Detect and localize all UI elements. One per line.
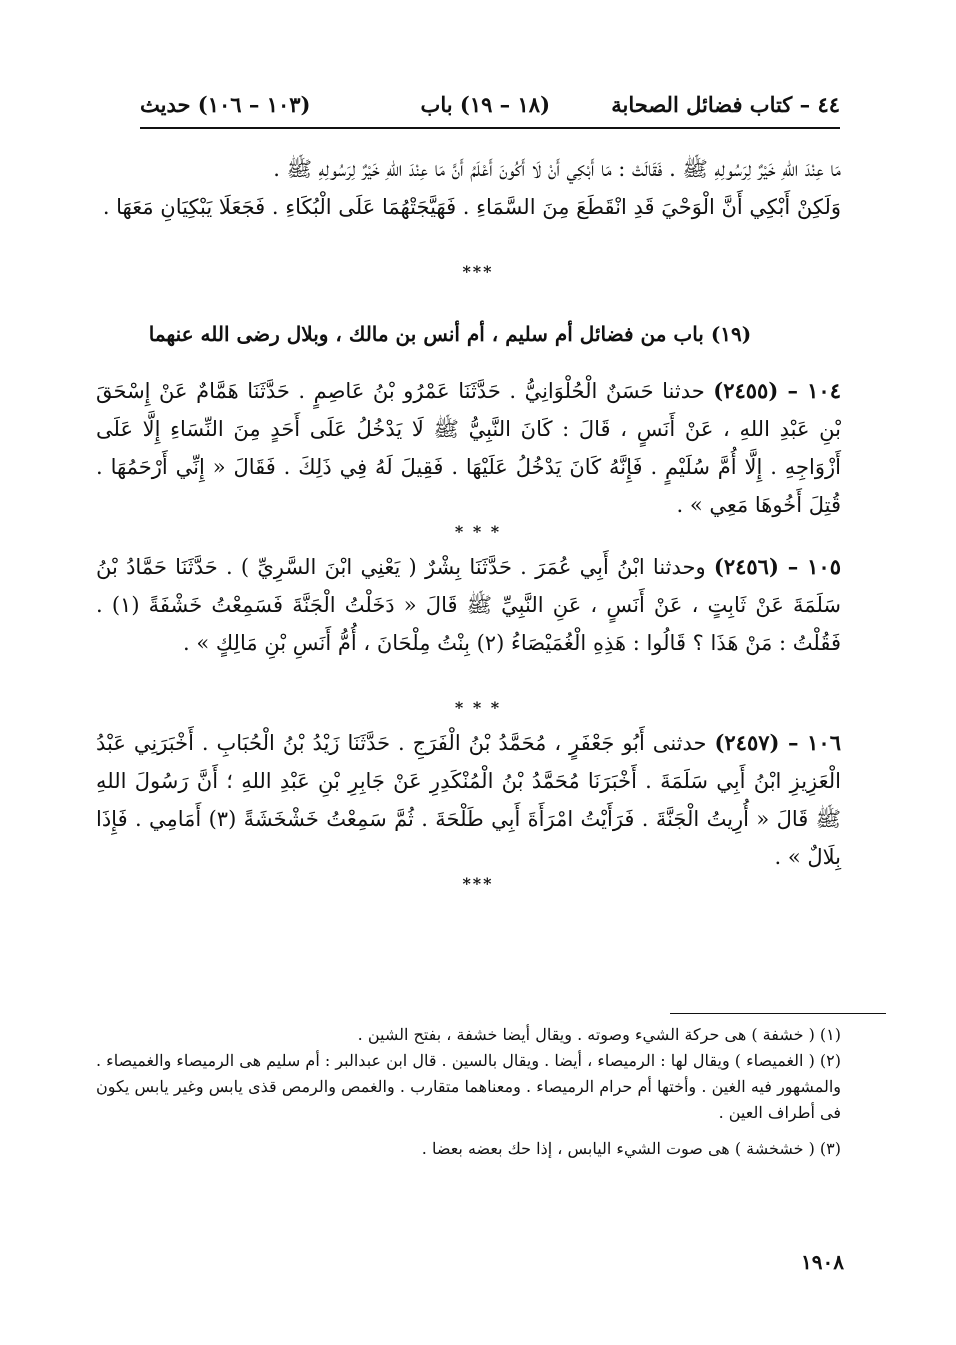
hadith-text: حدثنا حَسَنٌ الْحُلْوَانِيُّ . حَدَّثَنَا عَمْرُو بْنُ عَاصِمٍ . حَدَّثَنَا هَمَّامٌ عَنْ إِسْحَقَ بْنِ عَبْدِ اللهِ ، عَنْ أَنَسٍ ، قَالَ : كَانَ النَّبِيُّ ﷺ لَا يَدْخُلُ عَلَى أَحَدٍ مِنَ النِّسَاءِ إِلَّا عَلَى أَزْوَاجِهِ . إِلَّا أُمَّ سُلَيْمٍ . فَإِنَّهُ كَانَ يَدْخُلُ عَلَيْهَا . فَقِيلَ لَهُ فِي ذَلِكَ . فَقَالَ « إِنِّي أَرْحَمُهَا . قُتِلَ أَخُوهَا مَعِي » . — [96, 379, 841, 517]
opening-text — [96, 150, 841, 226]
hadith-number: ١٠٦ – (٢٤٥٧) — [714, 730, 841, 755]
hadith-106 — [96, 724, 841, 876]
footnote-1: (١) ( خشفة ) هى حركة الشيء وصوته . ويقال أيضا خشفة ، بفتح الشين . — [357, 1025, 841, 1044]
header-rule — [140, 127, 840, 129]
opening-line-1: مَا عِنْدَ اللهِ خَيْرٌ لِرَسُولِهِ ﷺ . فَقَالَتْ : مَا أَبْكِي أَنْ لَا أَكُونَ أَعْلَمُ أَنَّ مَا عِنْدَ اللهِ خَيْرٌ لِرَسُولِهِ ﷺ . — [273, 157, 841, 181]
hadith-text: حدثنى أَبُو جَعْفَرٍ ، مُحَمَّدُ بْنُ الْفَرَجِ . حَدَّثَنَا زَيْدُ بْنُ الْحُبَابِ . أَخْبَرَنِي عَبْدُ الْعَزِيزِ ابْنُ أَبِي سَلَمَةَ . أَخْبَرَنَا مُحَمَّدُ بْنُ الْمُنْكَدِرِ عَنْ جَابِرِ بْنِ عَبْدِ اللهِ ؛ أَنَّ رَسُولَ اللهِ ﷺ قَالَ « أُرِيتُ الْجَنَّةَ . فَرَأَيْتُ امْرَأَةَ أَبِي طَلْحَةَ . ثُمَّ سَمِعْتُ خَشْخَشَةً (٣) أَمَامِي . فَإِذَا بِلَالٌ » . — [96, 731, 841, 869]
page-number: ١٩٠٨ — [801, 1250, 844, 1274]
hadith-separator: * * * — [454, 522, 502, 541]
header-bab-range: (١٨ – ١٩) باب — [420, 92, 550, 117]
section-asterism: *** — [462, 262, 494, 281]
hadith-number: ١٠٥ – (٢٤٥٦) — [713, 554, 841, 579]
opening-line-2: وَلَكِنْ أَبْكِي أَنَّ الْوَحْيَ قَدِ انْقَطَعَ مِنَ السَّمَاءِ . فَهَيَّجَتْهُمَا عَلَى الْبُكَاءِ . فَجَعَلَا يَبْكِيَانِ مَعَهَا . — [102, 195, 841, 219]
header-hadith-range: (١٠٣ – ١٠٦) حديث — [140, 92, 311, 117]
hadith-text: وحدثنا ابْنُ أَبِي عُمَرَ . حَدَّثَنَا بِشْرٌ ( يَعْنِي ابْنَ السَّرِيِّ ) . حَدَّثَنَا حَمَّادُ بْنُ سَلَمَةَ عَنْ ثَابِتٍ ، عَنْ أَنَسٍ ، عَنِ النَّبِيِّ ﷺ قَالَ « دَخَلْتُ الْجَنَّةَ فَسَمِعْتُ خَشْفَةً (١) . فَقُلْتُ : مَنْ هَذَا ؟ قَالُوا : هَذِهِ الْغُمَيْصَاءُ (٢) بِنْتُ مِلْحَانَ ، أُمُّ أَنَسِ بْنِ مَالِكٍ » . — [96, 555, 841, 655]
footnote-rule — [670, 1013, 886, 1014]
header-book-title: ٤٤ – كتاب فضائل الصحابة — [611, 92, 840, 117]
footnotes — [96, 1022, 841, 1162]
hadith-number: ١٠٤ – (٢٤٥٥) — [713, 378, 841, 403]
chapter-title: (١٩) باب من فضائل أم سليم ، أم أنس بن مالك ، وبلال رضى الله عنهما — [148, 322, 752, 346]
hadith-separator: * * * — [454, 698, 502, 717]
hadith-105 — [96, 548, 841, 662]
section-asterism: *** — [462, 874, 494, 893]
footnote-3: (٣) ( خشخشة ) هى صوت الشيء اليابس ، إذا حك بعضه بعضا . — [421, 1139, 841, 1158]
running-header — [140, 92, 840, 126]
hadith-104 — [96, 372, 841, 524]
footnote-2: (٢) ( الغميصاء ) ويقال لها : الرميصاء ، أيضا . ويقال بالسين . قال ابن عبدالبر : أم سليم هى الرميصاء والغميصاء . والمشهور فيه الغين . وأختها أم حرام الرميصاء . ومعناهما متقارب . والغمص والرمص قذى يابس وغير يابس يكون فى أطراف العين . — [96, 1051, 841, 1122]
